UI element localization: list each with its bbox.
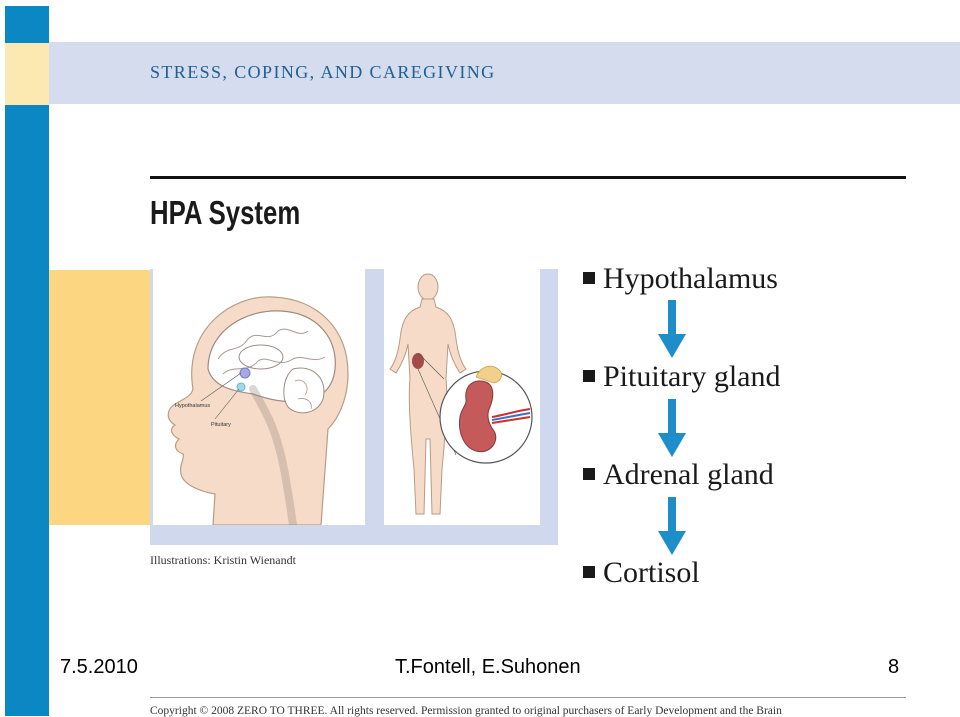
- left-accent-bar: [5, 6, 49, 716]
- body-kidney-drawing: [384, 269, 540, 525]
- footer-date: 7.5.2010: [60, 656, 138, 678]
- footer-rule: [150, 697, 906, 698]
- step-label: Hypothalamus: [603, 262, 778, 295]
- step-adrenal-gland: [583, 458, 774, 492]
- body-illustration: [384, 269, 540, 525]
- pituitary-label: Pituitary: [211, 422, 231, 428]
- step-label: Pituitary gland: [603, 360, 781, 393]
- copyright-notice: Copyright © 2008 ZERO TO THREE. All rights reserved. Permission granted to original purchasers of Early Development and the Brain: [150, 705, 782, 717]
- title-rule: [150, 176, 906, 179]
- bullet-square: [583, 272, 595, 284]
- down-arrow-icon: [657, 300, 687, 358]
- header-title: STRESS, COPING, AND CAREGIVING: [150, 62, 496, 82]
- bullet-square: [583, 468, 595, 480]
- brain-illustration: [153, 269, 365, 525]
- footer-page-number: 8: [888, 656, 900, 678]
- down-arrow-icon: [657, 497, 687, 555]
- brain-head-drawing: [153, 269, 365, 525]
- illustration-credit: Illustrations: Kristin Wienandt: [150, 553, 296, 567]
- yellow-accent-block: [49, 270, 151, 525]
- step-hypothalamus: [583, 262, 778, 296]
- bullet-square: [583, 566, 595, 578]
- step-label: Adrenal gland: [603, 458, 774, 491]
- down-arrow-icon: [657, 399, 687, 457]
- hypothalamus-label: Hypothalamus: [175, 403, 211, 409]
- bullet-square: [583, 370, 595, 382]
- slide-title: HPA System: [150, 194, 301, 231]
- step-pituitary-gland: [583, 360, 780, 394]
- left-accent-highlight: [5, 43, 49, 105]
- footer-authors: T.Fontell, E.Suhonen: [395, 656, 581, 678]
- step-label: Cortisol: [603, 556, 700, 589]
- step-cortisol: [583, 556, 700, 590]
